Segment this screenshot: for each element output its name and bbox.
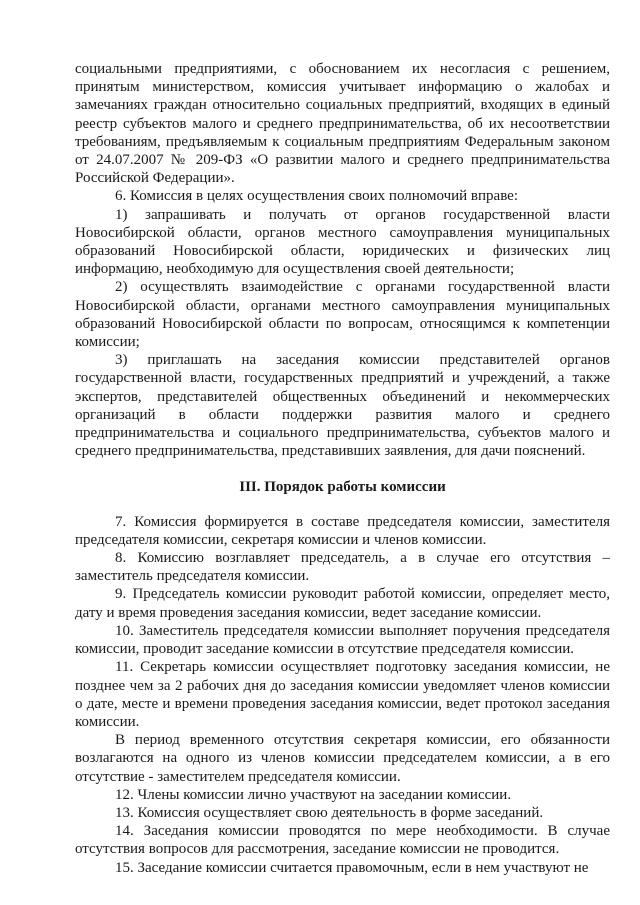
paragraph-item-6: 6. Комиссия в целях осуществления своих полномочий вправе: <box>115 188 519 205</box>
paragraph-item-14: 14. Заседания комиссии проводятся по мере необходимости. В случае отсутствия вопросов для рассмотрения, заседание комиссии не проводится. <box>75 823 610 858</box>
paragraph-item-11-note: В период временного отсутствия секретаря комиссии, его обязанности возлагаются на одного из членов комиссии председателем комиссии, а в его отсутствие - заместителем председателя комиссии. <box>75 732 610 785</box>
paragraph-subitem-2: 2) осуществлять взаимодействие с органами государственной власти Новосибирской области, органами местного самоуправления муниципальных образований Новосибирской области по вопросам, относящимся к компетенции комиссии; <box>75 279 610 351</box>
paragraph-item-10: 10. Заместитель председателя комиссии выполняет поручения председателя комиссии, проводит заседание комиссии в отсутствие председателя комиссии. <box>75 622 610 658</box>
paragraph-subitem-3: 3) приглашать на заседания комиссии представителей органов государственной власти, государственных предприятий и учреждений, а также экспертов, представителей общественных объединений и некоммерческих организаций в области поддержки развития малого и среднего предпринимательства и социального предпринимательства, субъектов малого и среднего предпринимательства, представивших заявления, для дачи пояснений. <box>75 352 610 460</box>
document-page <box>75 60 610 877</box>
paragraph-continuation: социальными предприятиями, с обоснованием их несогласия с решением, принятым министерством, комиссия учитывает информацию о жалобах и замечаниях граждан относительно социальных предприятий, входящих в единый реестр субъектов малого и среднего предпринимательства, об их несоответствии требованиям, предъявляемым к социальным предприятиям Федеральным законом от 24.07.2007 № 209-ФЗ «О развитии малого и среднего предпринимательства Российской Федерации». <box>75 61 610 187</box>
paragraph-item-12: 12. Члены комиссии лично участвуют на заседании комиссии. <box>115 786 512 803</box>
section-heading: III. Порядок работы комиссии <box>239 479 446 496</box>
paragraph-item-15: 15. Заседание комиссии считается правомочным, если в нем участвуют не <box>115 859 589 876</box>
paragraph-item-11: 11. Секретарь комиссии осуществляет подготовку заседания комиссии, не позднее чем за 2 рабочих дня до заседания комиссии уведомляет членов комиссии о дате, месте и времени проведения заседания комиссии, ведет протокол заседания комиссии. <box>75 659 610 730</box>
paragraph-item-7: 7. Комиссия формируется в составе председателя комиссии, заместителя председателя комиссии, секретаря комиссии и членов комиссии. <box>75 513 610 548</box>
paragraph-item-9: 9. Председатель комиссии руководит работой комиссии, определяет место, дату и время проведения заседания комиссии, ведет заседание комиссии. <box>75 586 610 621</box>
paragraph-item-13: 13. Комиссия осуществляет свою деятельность в форме заседаний. <box>115 804 544 821</box>
paragraph-subitem-1: 1) запрашивать и получать от органов государственной власти Новосибирской области, органов местного самоуправления муниципальных образований Новосибирской области, юридических и физических лиц информацию, необходимую для осуществления своей деятельности; <box>75 206 610 278</box>
paragraph-item-8: 8. Комиссию возглавляет председатель, а в случае его отсутствия – заместитель председателя комиссии. <box>75 550 610 585</box>
